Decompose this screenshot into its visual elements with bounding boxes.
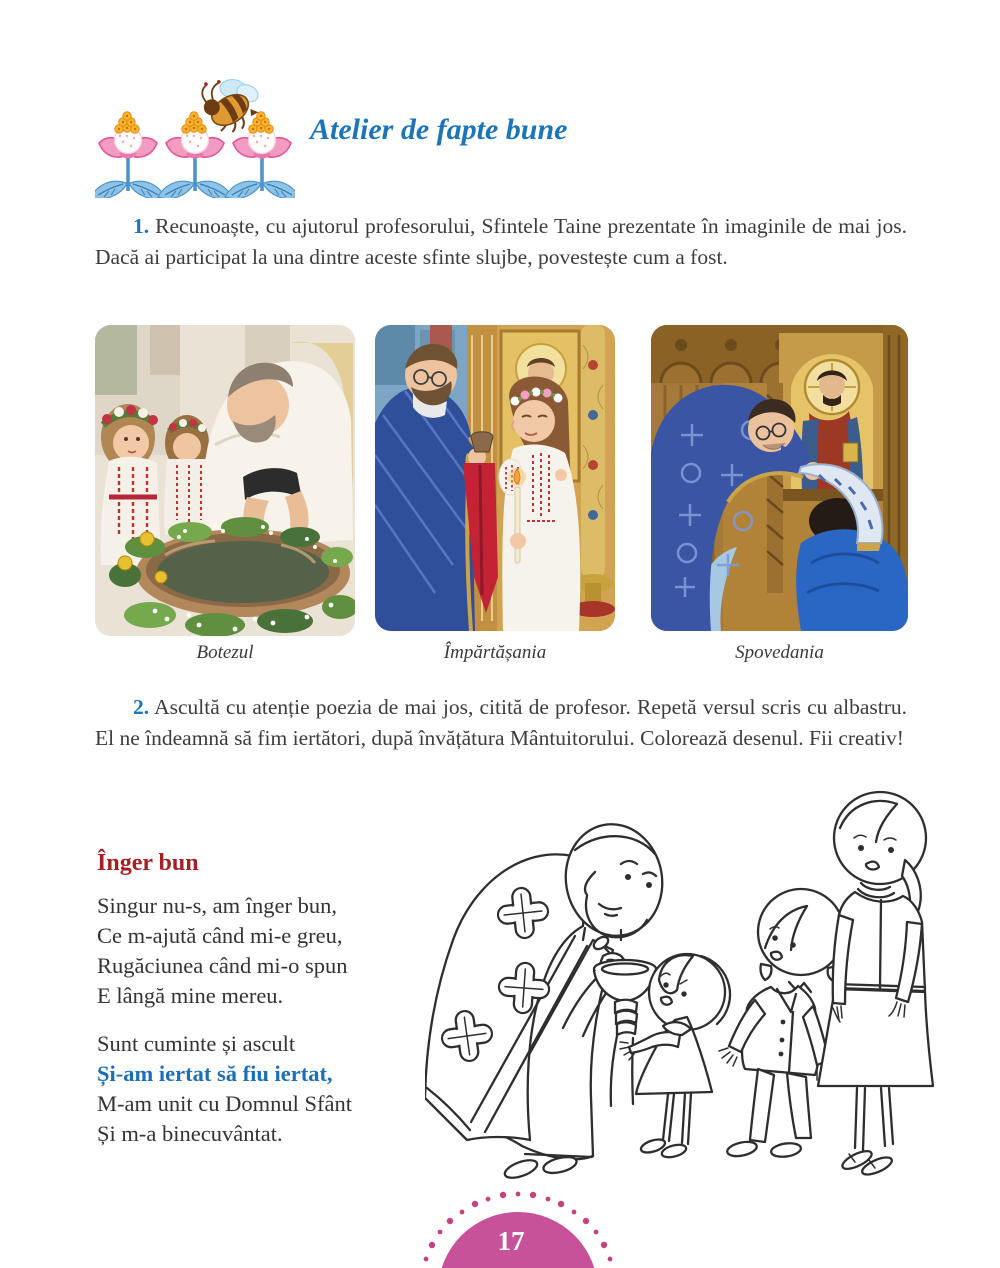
flower-icon	[95, 112, 165, 198]
woman-figure	[818, 792, 933, 1178]
page-number: 17	[497, 1226, 525, 1256]
exercise-1-text	[95, 211, 907, 273]
priest-figure	[425, 817, 671, 1182]
poem-line: Ce m-ajută când mi-e greu,	[97, 923, 343, 948]
poem-title: Înger bun	[97, 850, 199, 876]
photo-caption-impartasania: Împărtășania	[443, 642, 547, 663]
poem-line: Și m-a binecuvântat.	[97, 1121, 283, 1146]
photo-caption-spovedania: Spovedania	[735, 642, 824, 663]
photo-botezul	[95, 325, 355, 636]
poem-line: E lângă mine mereu.	[97, 983, 284, 1008]
exercise-1-number: 1.	[133, 214, 150, 238]
poem-line-highlighted: Și-am iertat să fiu iertat,	[97, 1061, 333, 1086]
poem-stanza-2	[97, 1029, 427, 1149]
photo-botezul-image	[95, 325, 355, 636]
boy-figure	[719, 889, 844, 1159]
photo-spovedania	[651, 325, 908, 631]
poem-line: Sunt cuminte și ascult	[97, 1031, 296, 1056]
photo-impartasania-image	[375, 325, 615, 631]
poem-line: Rugăciunea când mi-o spun	[97, 953, 348, 978]
poem-line: Singur nu-s, am înger bun,	[97, 893, 337, 918]
exercise-2-number: 2.	[133, 695, 150, 719]
photo-caption-botezul: Botezul	[196, 642, 254, 663]
exercise-2-text	[95, 692, 907, 754]
poem-line: M-am unit cu Domnul Sfânt	[97, 1091, 352, 1116]
flowers-bee-illustration	[95, 74, 295, 198]
coloring-illustration-communion	[425, 788, 983, 1192]
poem	[97, 850, 427, 1167]
page-number-badge	[408, 1178, 628, 1268]
photo-spovedania-image	[651, 325, 908, 631]
poem-stanza-1	[97, 891, 427, 1011]
section-title: Atelier de fapte bune	[310, 113, 568, 146]
exercise-1-body: Recunoaște, cu ajutorul profesorului, Sfintele Taine prezentate în imaginile de mai jos. Dacă ai participat la una dintre aceste sfinte slujbe, povestește cum a fost.	[95, 214, 907, 269]
photo-impartasania	[375, 325, 615, 631]
exercise-2-body: Ascultă cu atenție poezia de mai jos, citită de profesor. Repetă versul scris cu albastru. El ne îndeamnă să fim iertători, după învățătura Mântuitorului. Colorează desenul. Fii creativ!	[95, 695, 907, 750]
